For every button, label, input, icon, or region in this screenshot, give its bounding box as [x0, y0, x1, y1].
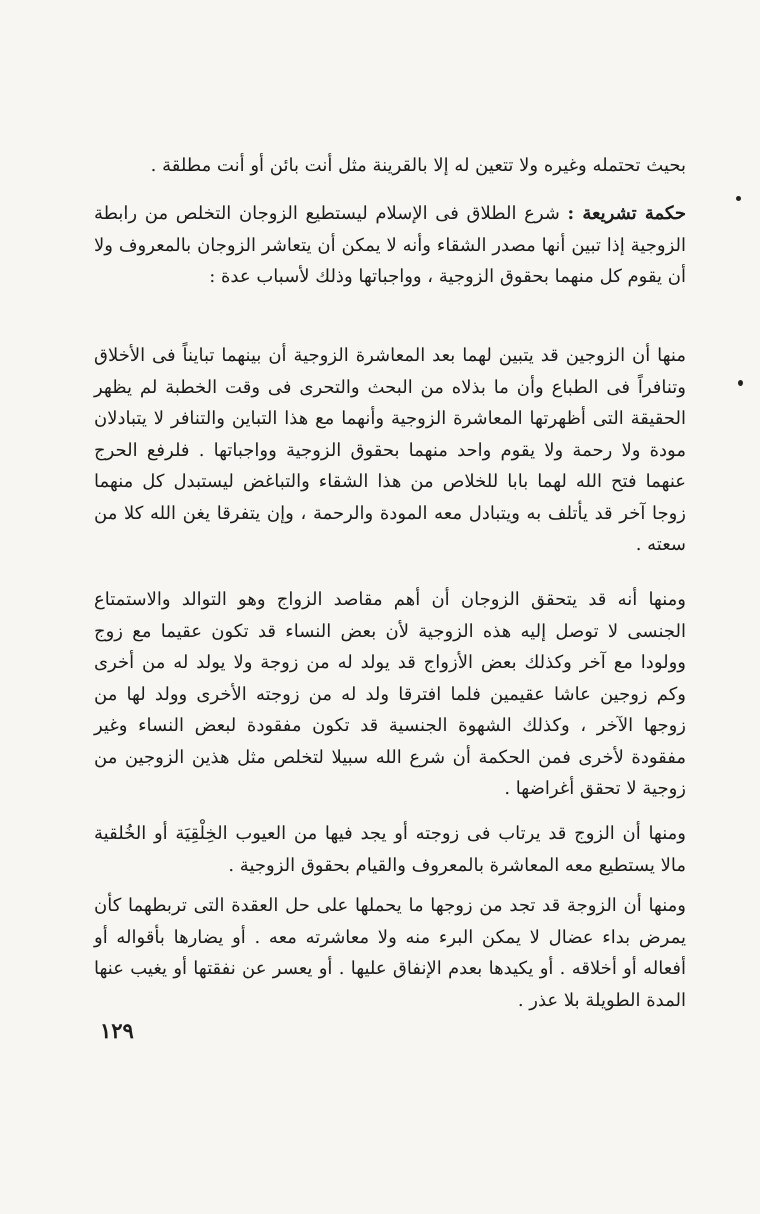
- paragraph-text: بحيث تحتمله وغيره ولا تتعين له إلا بالقرينة مثل أنت بائن أو أنت مطلقة .: [150, 155, 686, 176]
- paragraph-reason-husband-doubt: [94, 818, 686, 881]
- paragraph-reason-wife-grievance: [94, 890, 686, 1016]
- paragraph-reason-offspring: [94, 584, 686, 805]
- paragraph-text: ومنها أن الزوجة قد تجد من زوجها ما يحملها على حل العقدة التى تربطهما كأن يمرض بداء عضال لا يمكن البرء منه ولا معاشرته معه . أو يضارها بأقواله أو أفعاله أو أخلاقه . أو يكيدها بعدم الإنفاق عليها . أو يعسر عن نفقتها أو يغيب عنها المدة الطويلة بلا عذر .: [94, 895, 686, 1011]
- page-number: ١٢٩: [100, 1018, 134, 1043]
- paragraph-legislative-wisdom: [94, 198, 686, 293]
- paragraph-text: منها أن الزوجين قد يتبين لهما بعد المعاشرة الزوجية أن بينهما تبايناً فى الأخلاق وتنافراً فى الطباع وأن ما بذلاه من البحث والتحرى فى وقت الخطبة لم يظهر الحقيقة التى أظهرتها المعاشرة الزوجية وأنهما مع هذا التباين والتنافر لا يتبادلان مودة ولا رحمة ولا يقوم واحد منهما بحقوق الزوجية وواجباتها . فلرفع الحرج عنهما فتح الله لهما بابا للخلاص من هذا الشقاء والتباغض ليستبدل كل منهما زوجا آخر قد يأتلف به ويتبادل معه المودة والرحمة ، وإن يتفرقا يغن الله كلا من سعته .: [94, 345, 686, 555]
- paragraph-text: شرع الطلاق فى الإسلام ليستطيع الزوجان التخلص من رابطة الزوجية إذا تبين أنها مصدر الشقاء وأنه لا يمكن أن يتعاشر الزوجان بالمعروف ولا أن يقوم كل منهما بحقوق الزوجية ، وواجباتها وذلك لأسباب عدة :: [94, 203, 686, 287]
- paragraph-text: ومنها أن الزوج قد يرتاب فى زوجته أو يجد فيها من العيوب الخِلْقِيَة أو الخُلقية مالا يستطيع معه المعاشرة بالمعروف والقيام بحقوق الزوجية .: [94, 823, 686, 876]
- paragraph-text: ومنها أنه قد يتحقق الزوجان أن أهم مقاصد الزواج وهو التوالد والاستمتاع الجنسى لا توصل إليه هذه الزوجية لأن بعض النساء قد تكون عقيما مع زوج وولودا مع آخر وكذلك بعض الأزواج قد يولد له من زوجة ولا يولد له من أخرى وكم زوجين عاشا عقيمين فلما افترقا ولد له من زوجته الأخرى وولد لها من زوجها الآخر ، وكذلك الشهوة الجنسية قد تكون مفقودة لبعض النساء وغير مفقودة لأخرى فمن الحكمة أن شرع الله سبيلا لتخلص مثل هذين الزوجين من زوجية لا تحقق أغراضها .: [94, 589, 686, 799]
- paragraph-intro-continuation: [94, 150, 686, 182]
- scan-speck: [736, 196, 741, 201]
- section-term: حكمة تشريعة :: [567, 203, 686, 224]
- scan-speck: [738, 380, 743, 386]
- paragraph-reason-incompatibility: [94, 340, 686, 561]
